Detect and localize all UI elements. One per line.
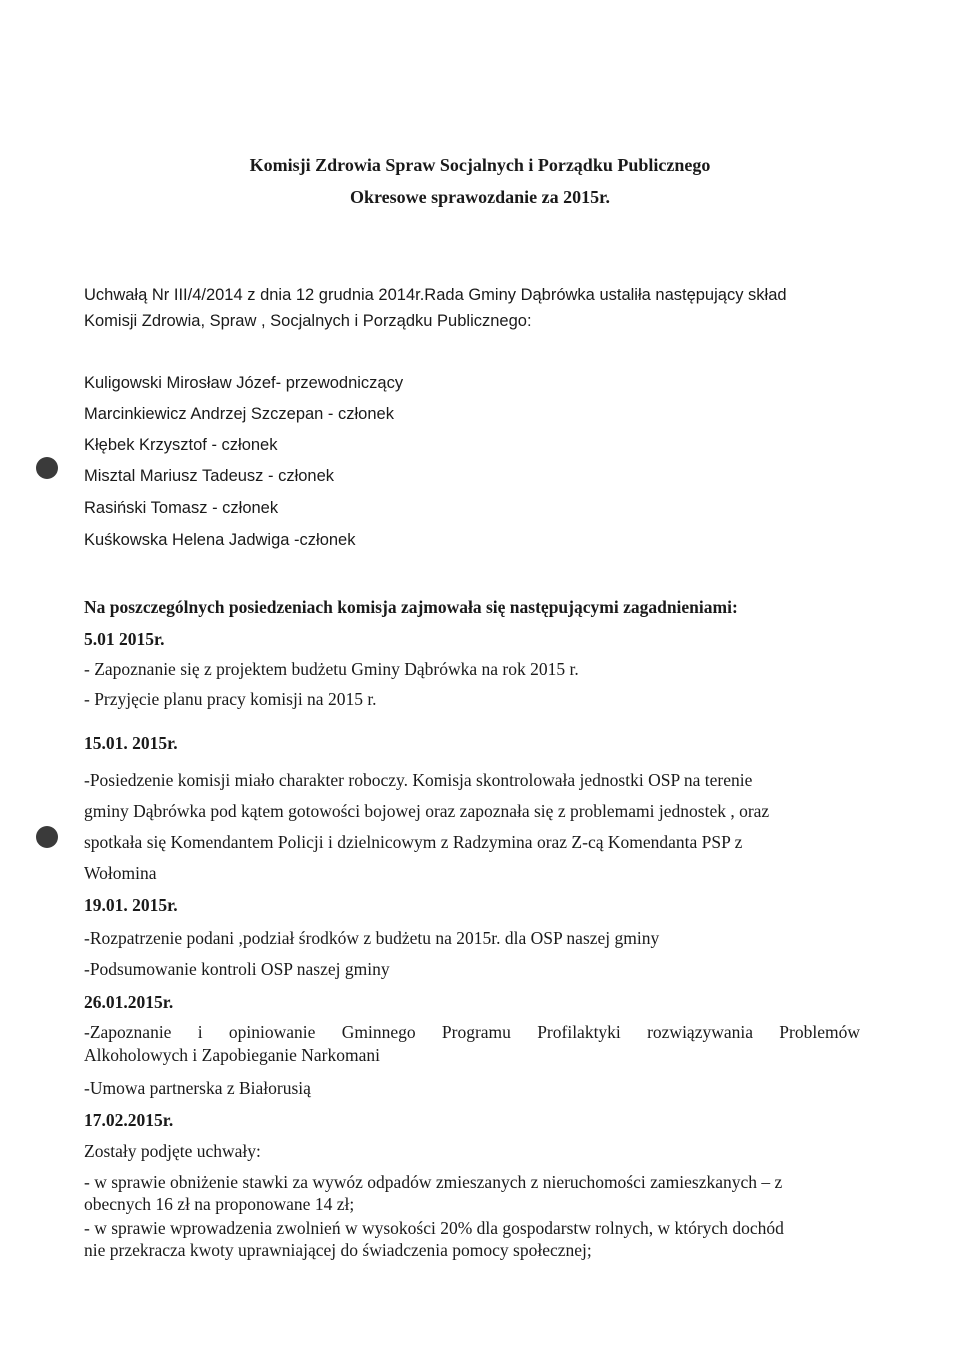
meeting-item: spotkała się Komendantem Policji i dzielnicowym z Radzymina oraz Z-cą Komendanta PSP z	[84, 832, 743, 852]
meeting-date: 17.02.2015r.	[84, 1110, 174, 1130]
member-item: Rasiński Tomasz - członek	[84, 499, 279, 517]
member-item: Kuśkowska Helena Jadwiga -członek	[84, 531, 356, 549]
meeting-item: Alkoholowych i Zapobieganie Narkomani	[84, 1045, 380, 1065]
meeting-item: -Umowa partnerska z Białorusią	[84, 1078, 311, 1098]
meeting-item: -Podsumowanie kontroli OSP naszej gminy	[84, 959, 390, 979]
meeting-item: Zostały podjęte uchwały:	[84, 1141, 261, 1161]
punch-hole-mark	[36, 457, 58, 479]
meeting-item: obecnych 16 zł na proponowane 14 zł;	[84, 1194, 355, 1214]
member-item: Kuligowski Mirosław Józef- przewodniczący	[84, 374, 404, 392]
topics-heading: Na poszczególnych posiedzeniach komisja zajmowała się następującymi zagadnieniami:	[84, 597, 738, 617]
meeting-item: - w sprawie obniżenie stawki za wywóz odpadów zmieszanych z nieruchomości zamieszkanych – z	[84, 1172, 783, 1192]
meeting-item: -Posiedzenie komisji miało charakter roboczy. Komisja skontrolowała jednostki OSP na terenie	[84, 770, 753, 790]
meeting-item: gminy Dąbrówka pod kątem gotowości bojowej oraz zapoznała się z problemami jednostek , oraz	[84, 801, 770, 821]
member-item: Misztal Mariusz Tadeusz - członek	[84, 467, 335, 485]
meeting-date: 5.01 2015r.	[84, 629, 165, 649]
meeting-item: nie przekracza kwoty uprawniającej do świadczenia pomocy społecznej;	[84, 1240, 592, 1260]
meeting-item: - w sprawie wprowadzenia zwolnień w wysokości 20% dla gospodarstw rolnych, w których dochód	[84, 1218, 784, 1238]
meeting-item: -Zapoznanie i opiniowanie Gminnego Programu Profilaktyki rozwiązywania Problemów	[84, 1022, 860, 1042]
member-item: Kłębek Krzysztof - członek	[84, 436, 278, 454]
intro-text: Uchwałą Nr III/4/2014 z dnia 12 grudnia 2014r.Rada Gminy Dąbrówka ustaliła następujący skład	[84, 286, 787, 304]
meeting-date: 26.01.2015r.	[84, 992, 174, 1012]
meeting-item: -Rozpatrzenie podani ,podział środków z budżetu na 2015r. dla OSP naszej gminy	[84, 928, 660, 948]
punch-hole-mark	[36, 826, 58, 848]
meeting-item: - Przyjęcie planu pracy komisji na 2015 r.	[84, 689, 377, 709]
document-subtitle: Okresowe sprawozdanie za 2015r.	[350, 187, 610, 207]
meeting-date: 15.01. 2015r.	[84, 733, 178, 753]
document-title: Komisji Zdrowia Spraw Socjalnych i Porządku Publicznego	[249, 155, 711, 175]
intro-text: Komisji Zdrowia, Spraw , Socjalnych i Porządku Publicznego:	[84, 312, 532, 330]
meeting-item: Wołomina	[84, 863, 157, 883]
meeting-item: - Zapoznanie się z projektem budżetu Gminy Dąbrówka na rok 2015 r.	[84, 659, 579, 679]
member-item: Marcinkiewicz Andrzej Szczepan - członek	[84, 405, 394, 423]
meeting-date: 19.01. 2015r.	[84, 895, 178, 915]
